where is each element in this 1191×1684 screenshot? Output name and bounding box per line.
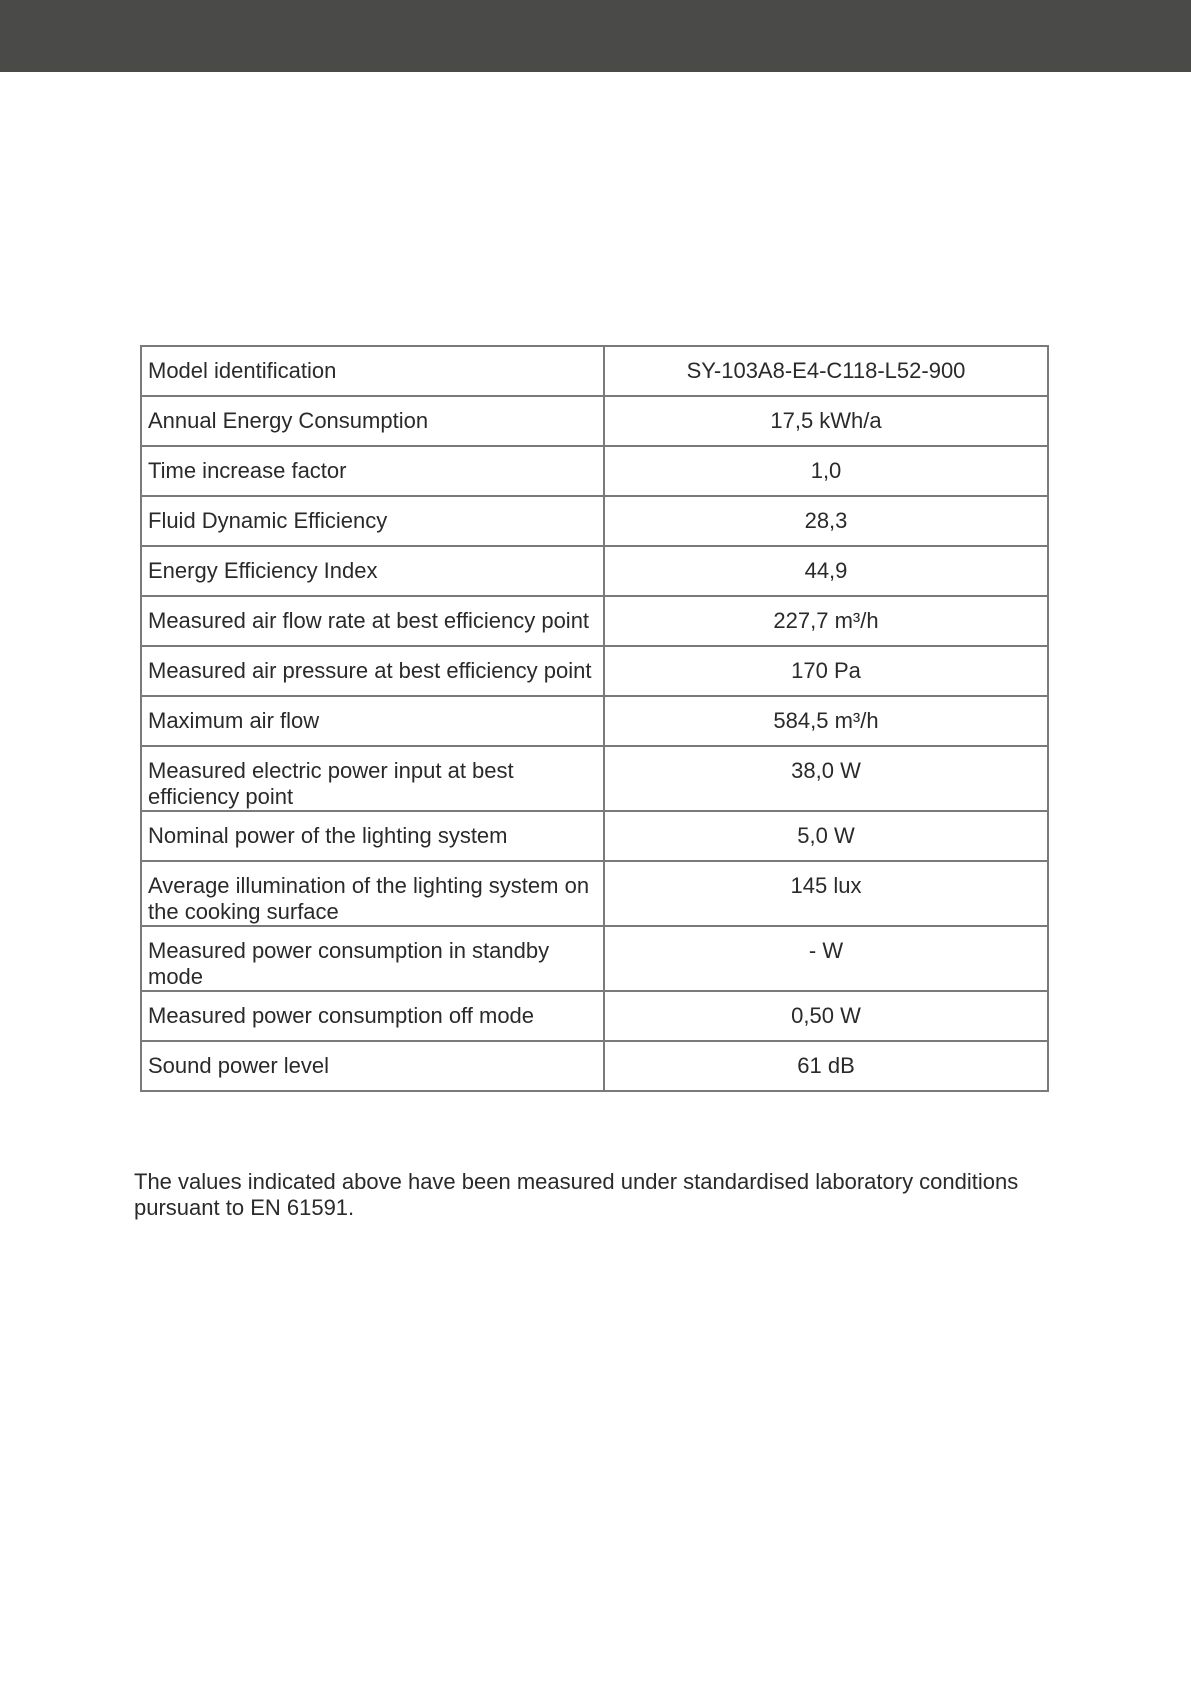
table-row [141,926,1048,991]
table-row [141,746,1048,811]
row-value: 28,3 [604,496,1048,546]
table-row [141,496,1048,546]
table-row [141,596,1048,646]
table-row [141,346,1048,396]
row-label: Nominal power of the lighting system [141,811,604,861]
row-label: Measured power consumption in standby mode [141,926,604,991]
row-value: 584,5 m³/h [604,696,1048,746]
row-label: Model identification [141,346,604,396]
footnote: The values indicated above have been measured under standardised laboratory conditions pursuant to EN 61591. [134,1169,1019,1220]
row-value: 227,7 m³/h [604,596,1048,646]
row-label: Measured power consumption off mode [141,991,604,1041]
table-row [141,811,1048,861]
table-row [141,446,1048,496]
row-value: 44,9 [604,546,1048,596]
row-label: Measured electric power input at best efficiency point [141,746,604,811]
row-label: Sound power level [141,1041,604,1091]
row-label: Time increase factor [141,446,604,496]
table-row [141,861,1048,926]
row-value: 145 lux [604,861,1048,926]
table-row [141,396,1048,446]
row-label: Maximum air flow [141,696,604,746]
row-value: 38,0 W [604,746,1048,811]
row-label: Annual Energy Consumption [141,396,604,446]
table-row [141,646,1048,696]
specification-table [140,345,1049,1092]
row-value: 5,0 W [604,811,1048,861]
table-row [141,991,1048,1041]
table-row [141,1041,1048,1091]
row-value: 17,5 kWh/a [604,396,1048,446]
row-value: 0,50 W [604,991,1048,1041]
row-value: 170 Pa [604,646,1048,696]
row-value: 1,0 [604,446,1048,496]
row-label: Measured air flow rate at best efficiency point [141,596,604,646]
row-value: SY-103A8-E4-C118-L52-900 [604,346,1048,396]
row-label: Average illumination of the lighting system on the cooking surface [141,861,604,926]
table-row [141,696,1048,746]
row-label: Energy Efficiency Index [141,546,604,596]
row-label: Measured air pressure at best efficiency point [141,646,604,696]
header-bar [0,0,1191,72]
row-value: - W [604,926,1048,991]
row-value: 61 dB [604,1041,1048,1091]
row-label: Fluid Dynamic Efficiency [141,496,604,546]
table-row [141,546,1048,596]
